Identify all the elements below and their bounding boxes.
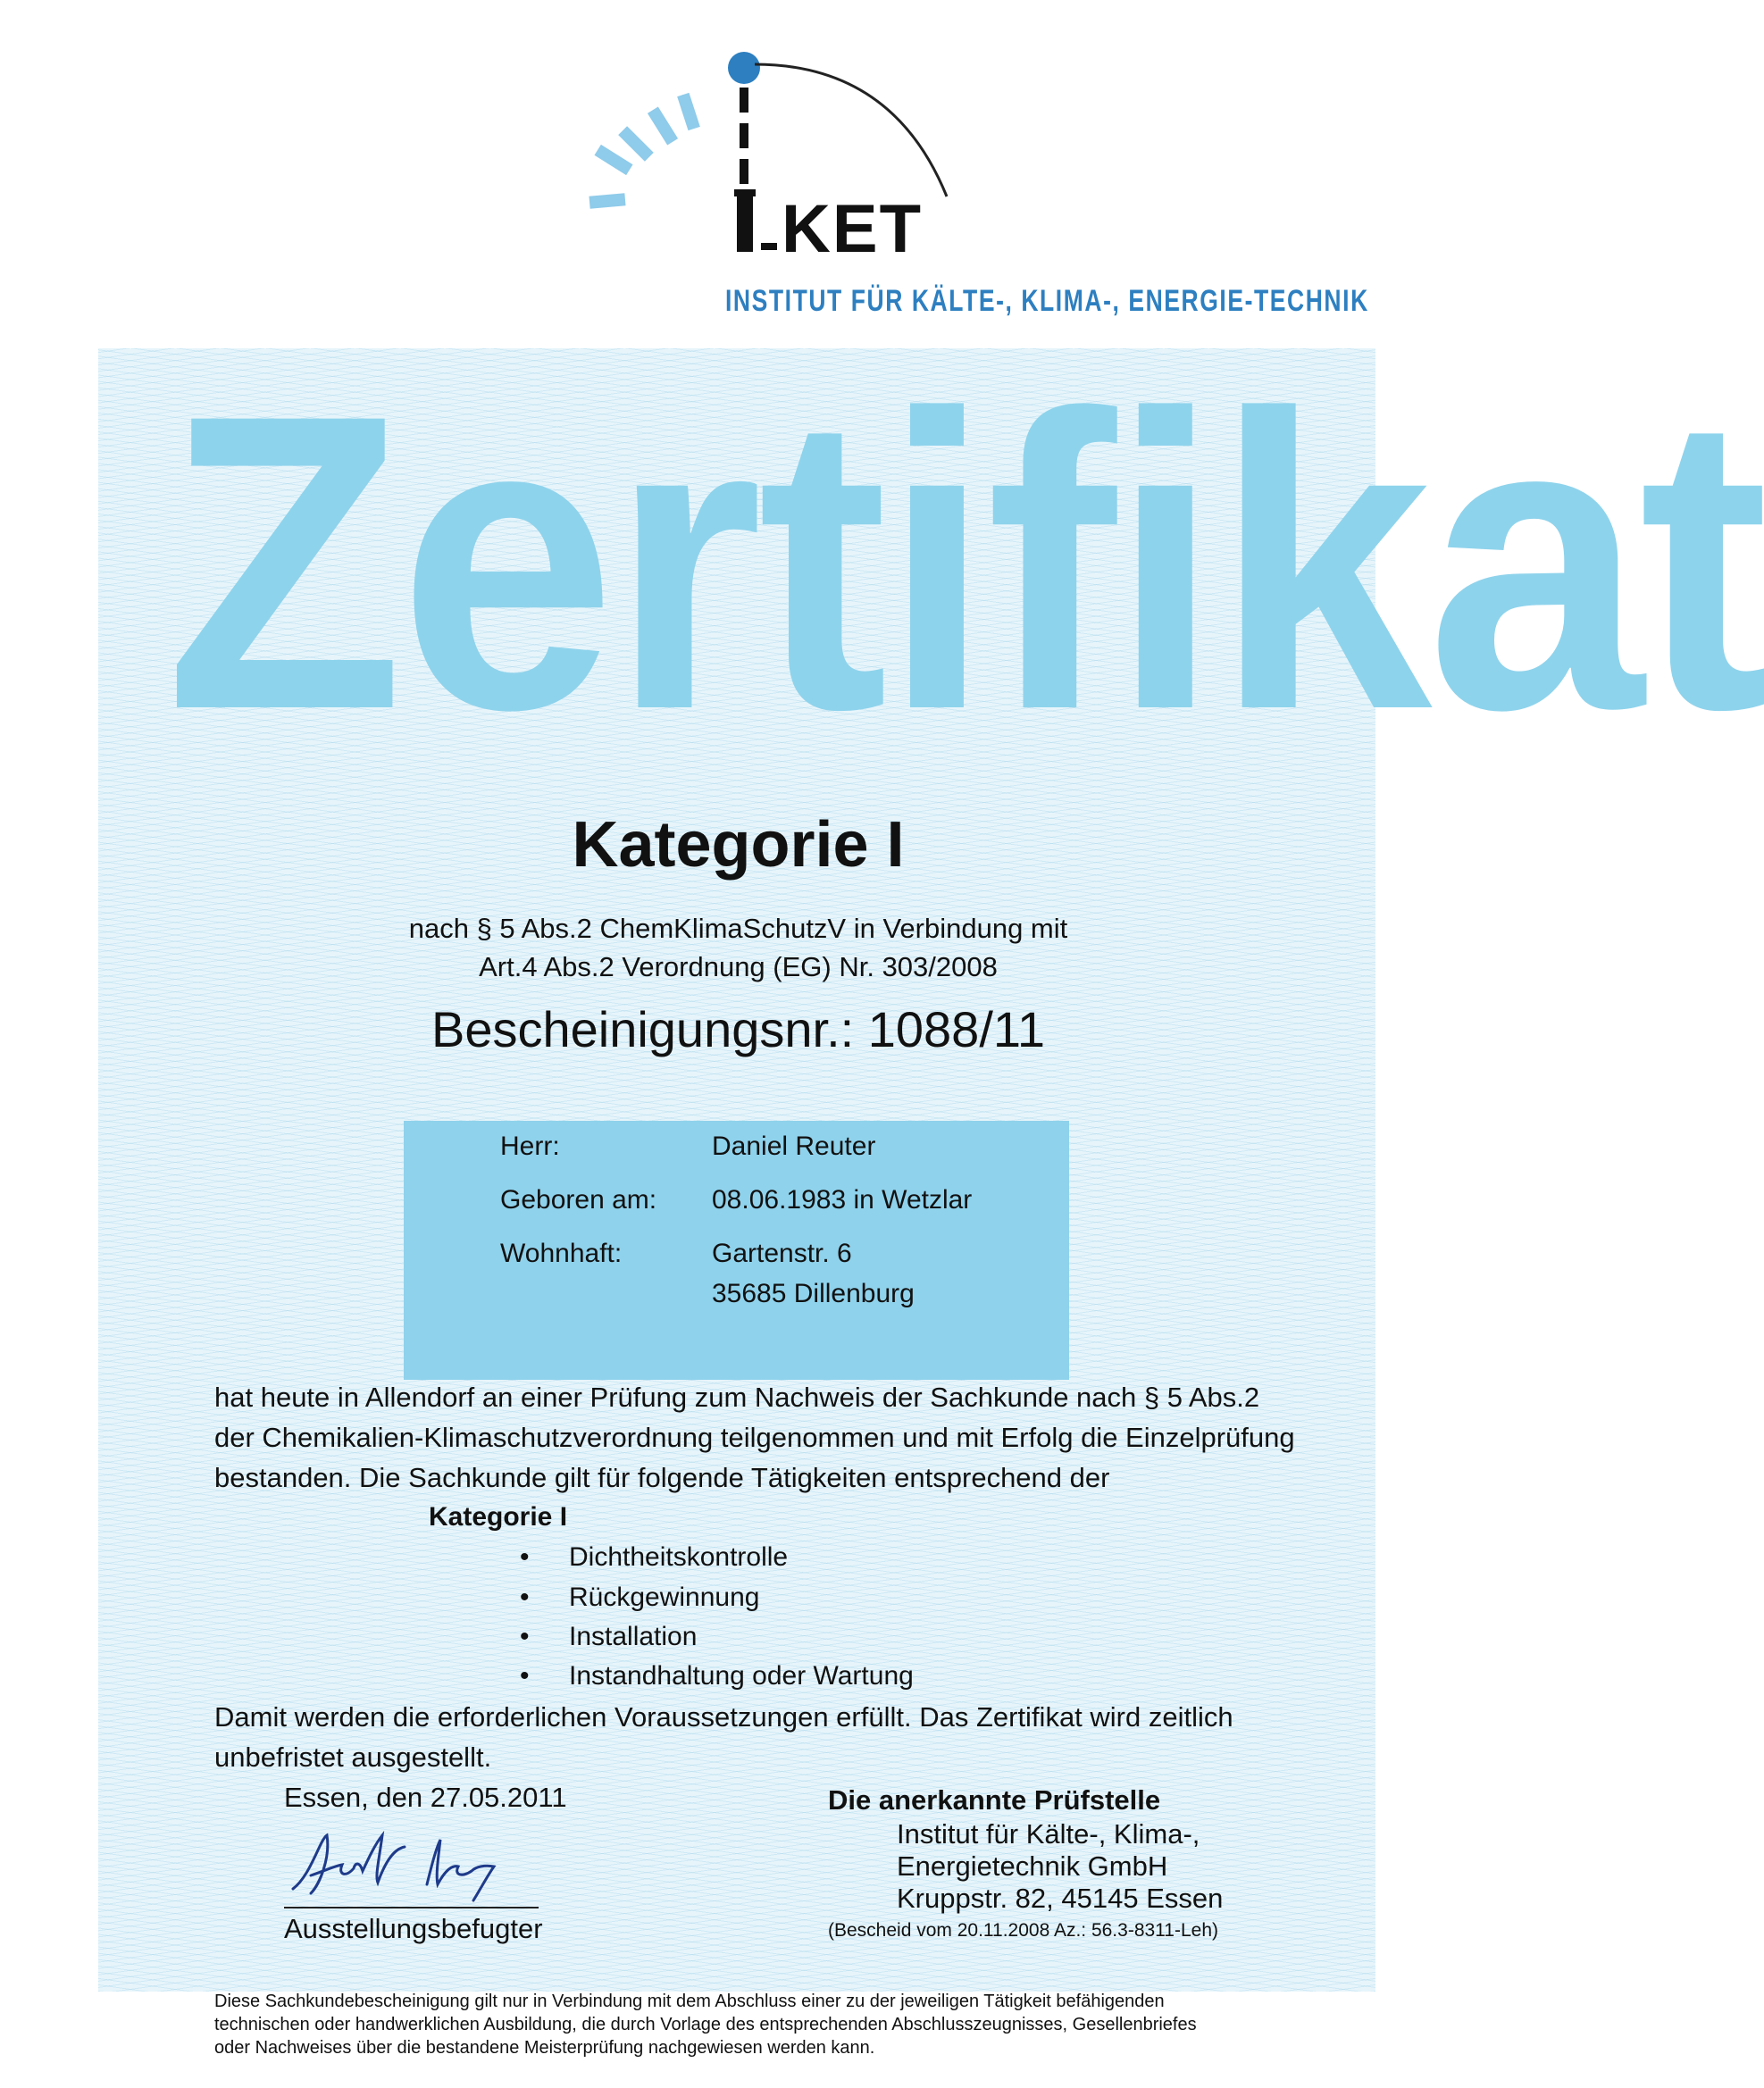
bullet-4: •	[520, 1661, 530, 1691]
iket-logo	[572, 45, 965, 277]
activity-item: Instandhaltung oder Wartung	[569, 1661, 914, 1691]
legal-reference-line-2: Art.4 Abs.2 Verordnung (EG) Nr. 303/2008	[479, 951, 998, 982]
authority-line-3: Kruppstr. 82, 45145 Essen	[897, 1883, 1224, 1914]
salutation-label: Herr:	[500, 1132, 560, 1161]
person-name: Daniel Reuter	[712, 1132, 876, 1161]
body-line-1: hat heute in Allendorf an einer Prüfung zum Nachweis der Sachkunde nach § 5 Abs.2	[214, 1382, 1260, 1413]
footnote-line-3: oder Nachweises über die bestandene Meisterprüfung nachgewiesen werden kann.	[214, 2038, 875, 2058]
place-date: Essen, den 27.05.2011	[284, 1782, 567, 1813]
closing-line-2: unbefristet ausgestellt.	[214, 1741, 492, 1773]
residence-street: Gartenstr. 6	[712, 1239, 852, 1268]
authority-line-1: Institut für Kälte-, Klima-,	[897, 1818, 1200, 1850]
born-value: 08.06.1983 in Wetzlar	[712, 1185, 973, 1215]
logo-subtitle: INSTITUT FÜR KÄLTE-, KLIMA-, ENERGIE-TECHNIK	[725, 284, 1369, 318]
signature-line	[284, 1907, 539, 1908]
certificate-title: Zertifikat	[165, 328, 1764, 797]
authority-decree: (Bescheid vom 20.11.2008 Az.: 56.3-8311-Leh)	[828, 1920, 1219, 1941]
handwritten-signature	[284, 1822, 543, 1907]
bullet-1: •	[520, 1542, 530, 1572]
authority-line-2: Energietechnik GmbH	[897, 1850, 1168, 1882]
body-line-3: bestanden. Die Sachkunde gilt für folgende Tätigkeiten entsprechend der	[214, 1462, 1110, 1493]
bullet-3: •	[520, 1622, 530, 1651]
body-category-label: Kategorie I	[429, 1502, 568, 1532]
category-heading: Kategorie I	[572, 809, 905, 881]
residence-city: 35685 Dillenburg	[712, 1279, 915, 1308]
legal-reference-line-1: nach § 5 Abs.2 ChemKlimaSchutzV in Verbindung mit	[408, 913, 1068, 944]
born-label: Geboren am:	[500, 1185, 657, 1215]
signer-role: Ausstellungsbefugter	[284, 1913, 543, 1944]
authority-heading: Die anerkannte Prüfstelle	[828, 1784, 1161, 1816]
body-line-2: der Chemikalien-Klimaschutzverordnung teilgenommen und mit Erfolg die Einzelprüfung	[214, 1422, 1295, 1453]
residence-label: Wohnhaft:	[500, 1239, 623, 1268]
footnote-line-1: Diese Sachkundebescheinigung gilt nur in Verbindung mit dem Abschluss einer zu der jeweiligen Tätigkeit befähigenden	[214, 1992, 1165, 2011]
activity-item: Dichtheitskontrolle	[569, 1542, 789, 1572]
activity-item: Rückgewinnung	[569, 1583, 760, 1612]
certificate-number: Bescheinigungsnr.: 1088/11	[431, 1001, 1046, 1057]
svg-text:KET: KET	[782, 191, 923, 267]
footnote-line-2: technischen oder handwerklichen Ausbildung, die durch Vorlage des entsprechenden Abschlusszeugnisses, Gesellenbriefes	[214, 2015, 1197, 2034]
person-details-box	[404, 1121, 1069, 1380]
bullet-2: •	[520, 1583, 530, 1612]
closing-line-1: Damit werden die erforderlichen Voraussetzungen erfüllt. Das Zertifikat wird zeitlich	[214, 1701, 1233, 1733]
activity-item: Installation	[569, 1622, 698, 1651]
